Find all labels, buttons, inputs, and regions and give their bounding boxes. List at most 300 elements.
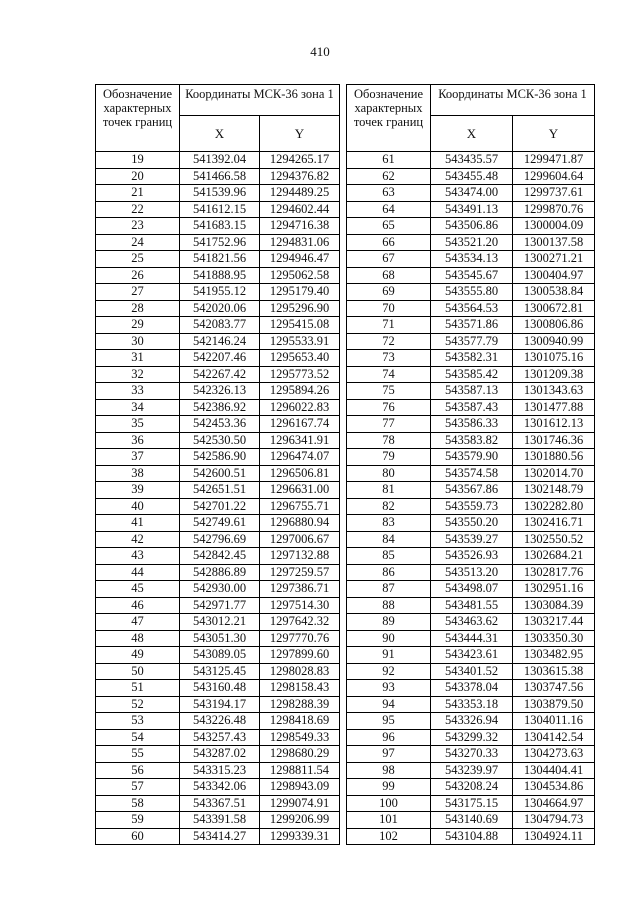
x-coordinate-cell: 543559.73 — [431, 498, 513, 515]
x-coordinate-cell: 542020.06 — [180, 300, 260, 317]
point-number-cell: 70 — [347, 300, 431, 317]
point-number-cell: 100 — [347, 795, 431, 812]
point-number-cell: 91 — [347, 647, 431, 664]
table-row — [96, 185, 340, 202]
table-body-right — [347, 152, 595, 845]
x-coordinate-cell: 543125.45 — [180, 663, 260, 680]
point-number-cell: 84 — [347, 531, 431, 548]
point-number-cell: 50 — [96, 663, 180, 680]
point-number-cell: 31 — [96, 350, 180, 367]
table-row — [96, 399, 340, 416]
x-coordinate-cell: 543513.20 — [431, 564, 513, 581]
y-header: Y — [513, 116, 595, 152]
y-coordinate-cell: 1304011.16 — [513, 713, 595, 730]
y-coordinate-cell: 1301477.88 — [513, 399, 595, 416]
point-number-cell: 29 — [96, 317, 180, 334]
point-number-cell: 64 — [347, 201, 431, 218]
point-number-cell: 69 — [347, 284, 431, 301]
y-coordinate-cell: 1299339.31 — [260, 828, 340, 845]
x-coordinate-cell: 543342.06 — [180, 779, 260, 796]
table-row — [96, 548, 340, 565]
table-row — [347, 300, 595, 317]
point-number-cell: 67 — [347, 251, 431, 268]
point-number-cell: 97 — [347, 746, 431, 763]
point-number-cell: 21 — [96, 185, 180, 202]
x-coordinate-cell: 543539.27 — [431, 531, 513, 548]
table-row — [347, 152, 595, 169]
y-coordinate-cell: 1300940.99 — [513, 333, 595, 350]
point-number-cell: 42 — [96, 531, 180, 548]
table-row — [96, 366, 340, 383]
point-number-cell: 85 — [347, 548, 431, 565]
table-row — [96, 696, 340, 713]
x-coordinate-cell: 543391.58 — [180, 812, 260, 829]
y-coordinate-cell: 1298418.69 — [260, 713, 340, 730]
point-number-cell: 86 — [347, 564, 431, 581]
x-coordinate-cell: 543474.00 — [431, 185, 513, 202]
y-coordinate-cell: 1302817.76 — [513, 564, 595, 581]
table-row — [347, 267, 595, 284]
table-row — [347, 762, 595, 779]
point-number-cell: 19 — [96, 152, 180, 169]
table-row — [347, 416, 595, 433]
x-coordinate-cell: 543270.33 — [431, 746, 513, 763]
table-row — [347, 383, 595, 400]
table-row — [347, 548, 595, 565]
table-row — [96, 680, 340, 697]
table-row — [347, 531, 595, 548]
x-coordinate-cell: 543567.86 — [431, 482, 513, 499]
x-coordinate-cell: 543239.97 — [431, 762, 513, 779]
x-coordinate-cell: 543555.80 — [431, 284, 513, 301]
y-coordinate-cell: 1295296.90 — [260, 300, 340, 317]
table-row — [347, 696, 595, 713]
point-number-cell: 26 — [96, 267, 180, 284]
point-number-cell: 35 — [96, 416, 180, 433]
point-number-cell: 78 — [347, 432, 431, 449]
x-coordinate-cell: 541821.56 — [180, 251, 260, 268]
point-number-cell: 71 — [347, 317, 431, 334]
x-coordinate-cell: 543299.32 — [431, 729, 513, 746]
y-coordinate-cell: 1297386.71 — [260, 581, 340, 598]
y-coordinate-cell: 1295653.40 — [260, 350, 340, 367]
y-coordinate-cell: 1295062.58 — [260, 267, 340, 284]
table-row — [347, 515, 595, 532]
table-row — [96, 218, 340, 235]
point-number-cell: 20 — [96, 168, 180, 185]
x-coordinate-cell: 543526.93 — [431, 548, 513, 565]
point-number-cell: 25 — [96, 251, 180, 268]
table-row — [347, 284, 595, 301]
y-coordinate-cell: 1297132.88 — [260, 548, 340, 565]
point-number-cell: 52 — [96, 696, 180, 713]
point-number-cell: 90 — [347, 630, 431, 647]
x-coordinate-cell: 542386.92 — [180, 399, 260, 416]
point-number-cell: 59 — [96, 812, 180, 829]
x-coordinate-cell: 543583.82 — [431, 432, 513, 449]
point-number-cell: 39 — [96, 482, 180, 499]
point-number-cell: 33 — [96, 383, 180, 400]
x-coordinate-cell: 543545.67 — [431, 267, 513, 284]
x-coordinate-cell: 543534.13 — [431, 251, 513, 268]
point-number-cell: 101 — [347, 812, 431, 829]
x-coordinate-cell: 543585.42 — [431, 366, 513, 383]
coords-group-header: Координаты МСК-36 зона 1 — [180, 85, 340, 116]
y-coordinate-cell: 1303217.44 — [513, 614, 595, 631]
x-coordinate-cell: 543378.04 — [431, 680, 513, 697]
point-number-cell: 34 — [96, 399, 180, 416]
x-header: X — [431, 116, 513, 152]
x-coordinate-cell: 542886.89 — [180, 564, 260, 581]
y-coordinate-cell: 1303747.56 — [513, 680, 595, 697]
x-coordinate-cell: 542586.90 — [180, 449, 260, 466]
point-number-cell: 72 — [347, 333, 431, 350]
x-coordinate-cell: 543582.31 — [431, 350, 513, 367]
x-coordinate-cell: 541888.95 — [180, 267, 260, 284]
table-row — [347, 251, 595, 268]
y-coordinate-cell: 1299074.91 — [260, 795, 340, 812]
x-coordinate-cell: 543175.15 — [431, 795, 513, 812]
x-coordinate-cell: 543586.33 — [431, 416, 513, 433]
y-coordinate-cell: 1300806.86 — [513, 317, 595, 334]
point-number-cell: 44 — [96, 564, 180, 581]
table-row — [347, 729, 595, 746]
y-coordinate-cell: 1299604.64 — [513, 168, 595, 185]
y-coordinate-cell: 1294376.82 — [260, 168, 340, 185]
y-coordinate-cell: 1296341.91 — [260, 432, 340, 449]
x-coordinate-cell: 543498.07 — [431, 581, 513, 598]
point-label-header: Обозначение характерных точек границ — [96, 85, 180, 152]
table-row — [347, 680, 595, 697]
x-coordinate-cell: 541955.12 — [180, 284, 260, 301]
table-row — [96, 762, 340, 779]
table-row — [347, 432, 595, 449]
table-row — [96, 350, 340, 367]
point-number-cell: 40 — [96, 498, 180, 515]
x-coordinate-cell: 543423.61 — [431, 647, 513, 664]
point-number-cell: 62 — [347, 168, 431, 185]
table-row — [347, 201, 595, 218]
x-coordinate-cell: 542701.22 — [180, 498, 260, 515]
x-coordinate-cell: 541752.96 — [180, 234, 260, 251]
coordinates-table-right — [346, 84, 595, 845]
point-number-cell: 95 — [347, 713, 431, 730]
x-coordinate-cell: 541539.96 — [180, 185, 260, 202]
point-number-cell: 81 — [347, 482, 431, 499]
table-row — [347, 614, 595, 631]
table-row — [347, 746, 595, 763]
point-number-cell: 88 — [347, 597, 431, 614]
point-number-cell: 46 — [96, 597, 180, 614]
x-coordinate-cell: 541612.15 — [180, 201, 260, 218]
table-row — [96, 465, 340, 482]
x-coordinate-cell: 542326.13 — [180, 383, 260, 400]
y-coordinate-cell: 1296631.00 — [260, 482, 340, 499]
table-row — [347, 234, 595, 251]
point-number-cell: 43 — [96, 548, 180, 565]
table-row — [96, 630, 340, 647]
y-coordinate-cell: 1298811.54 — [260, 762, 340, 779]
point-number-cell: 58 — [96, 795, 180, 812]
table-row — [96, 663, 340, 680]
x-coordinate-cell: 543326.94 — [431, 713, 513, 730]
point-number-cell: 24 — [96, 234, 180, 251]
coords-group-header: Координаты МСК-36 зона 1 — [431, 85, 595, 116]
point-number-cell: 23 — [96, 218, 180, 235]
y-coordinate-cell: 1302550.52 — [513, 531, 595, 548]
x-coordinate-cell: 542651.51 — [180, 482, 260, 499]
x-coordinate-cell: 543574.58 — [431, 465, 513, 482]
y-coordinate-cell: 1296755.71 — [260, 498, 340, 515]
x-coordinate-cell: 541683.15 — [180, 218, 260, 235]
x-coordinate-cell: 543506.86 — [431, 218, 513, 235]
point-number-cell: 99 — [347, 779, 431, 796]
table-row — [96, 812, 340, 829]
x-coordinate-cell: 543550.20 — [431, 515, 513, 532]
table-row — [96, 515, 340, 532]
point-label-header: Обозначение характерных точек границ — [347, 85, 431, 152]
y-coordinate-cell: 1303350.30 — [513, 630, 595, 647]
point-number-cell: 73 — [347, 350, 431, 367]
point-number-cell: 27 — [96, 284, 180, 301]
table-row — [347, 779, 595, 796]
x-coordinate-cell: 543481.55 — [431, 597, 513, 614]
table-row — [96, 251, 340, 268]
y-coordinate-cell: 1298028.83 — [260, 663, 340, 680]
table-row — [96, 597, 340, 614]
y-coordinate-cell: 1299737.61 — [513, 185, 595, 202]
y-coordinate-cell: 1300004.09 — [513, 218, 595, 235]
table-row — [96, 581, 340, 598]
x-coordinate-cell: 541466.58 — [180, 168, 260, 185]
table-row — [96, 713, 340, 730]
y-coordinate-cell: 1299206.99 — [260, 812, 340, 829]
page-number: 410 — [310, 44, 330, 59]
table-row — [96, 432, 340, 449]
y-coordinate-cell: 1299870.76 — [513, 201, 595, 218]
y-coordinate-cell: 1294602.44 — [260, 201, 340, 218]
y-coordinate-cell: 1294946.47 — [260, 251, 340, 268]
y-coordinate-cell: 1302684.21 — [513, 548, 595, 565]
point-number-cell: 48 — [96, 630, 180, 647]
point-number-cell: 98 — [347, 762, 431, 779]
y-coordinate-cell: 1304404.41 — [513, 762, 595, 779]
table-row — [96, 779, 340, 796]
table-row — [96, 168, 340, 185]
table-row — [347, 449, 595, 466]
point-number-cell: 57 — [96, 779, 180, 796]
table-row — [96, 647, 340, 664]
y-coordinate-cell: 1299471.87 — [513, 152, 595, 169]
y-coordinate-cell: 1301075.16 — [513, 350, 595, 367]
y-coordinate-cell: 1297770.76 — [260, 630, 340, 647]
x-coordinate-cell: 541392.04 — [180, 152, 260, 169]
table-row — [96, 317, 340, 334]
y-coordinate-cell: 1297642.32 — [260, 614, 340, 631]
x-coordinate-cell: 543160.48 — [180, 680, 260, 697]
y-coordinate-cell: 1297259.57 — [260, 564, 340, 581]
y-coordinate-cell: 1295533.91 — [260, 333, 340, 350]
point-number-cell: 49 — [96, 647, 180, 664]
table-row — [96, 383, 340, 400]
y-coordinate-cell: 1297899.60 — [260, 647, 340, 664]
table-row — [347, 399, 595, 416]
y-coordinate-cell: 1296506.81 — [260, 465, 340, 482]
table-row — [96, 267, 340, 284]
point-number-cell: 28 — [96, 300, 180, 317]
y-coordinate-cell: 1301209.38 — [513, 366, 595, 383]
point-number-cell: 32 — [96, 366, 180, 383]
coordinates-table-left — [95, 84, 340, 845]
table-row — [96, 449, 340, 466]
y-coordinate-cell: 1301612.13 — [513, 416, 595, 433]
x-coordinate-cell: 543226.48 — [180, 713, 260, 730]
point-number-cell: 82 — [347, 498, 431, 515]
point-number-cell: 93 — [347, 680, 431, 697]
x-coordinate-cell: 542453.36 — [180, 416, 260, 433]
x-coordinate-cell: 543104.88 — [431, 828, 513, 845]
y-coordinate-cell: 1301343.63 — [513, 383, 595, 400]
x-coordinate-cell: 543521.20 — [431, 234, 513, 251]
x-coordinate-cell: 542600.51 — [180, 465, 260, 482]
y-coordinate-cell: 1295179.40 — [260, 284, 340, 301]
x-coordinate-cell: 543435.57 — [431, 152, 513, 169]
x-coordinate-cell: 542083.77 — [180, 317, 260, 334]
y-header: Y — [260, 116, 340, 152]
table-row — [347, 630, 595, 647]
x-coordinate-cell: 543012.21 — [180, 614, 260, 631]
y-coordinate-cell: 1298158.43 — [260, 680, 340, 697]
point-number-cell: 55 — [96, 746, 180, 763]
y-coordinate-cell: 1298288.39 — [260, 696, 340, 713]
y-coordinate-cell: 1295894.26 — [260, 383, 340, 400]
point-number-cell: 68 — [347, 267, 431, 284]
x-coordinate-cell: 543367.51 — [180, 795, 260, 812]
y-coordinate-cell: 1300137.58 — [513, 234, 595, 251]
point-number-cell: 30 — [96, 333, 180, 350]
x-coordinate-cell: 542971.77 — [180, 597, 260, 614]
point-number-cell: 36 — [96, 432, 180, 449]
table-row — [347, 366, 595, 383]
y-coordinate-cell: 1294489.25 — [260, 185, 340, 202]
point-number-cell: 89 — [347, 614, 431, 631]
point-number-cell: 60 — [96, 828, 180, 845]
table-row — [347, 465, 595, 482]
y-coordinate-cell: 1302014.70 — [513, 465, 595, 482]
x-coordinate-cell: 543140.69 — [431, 812, 513, 829]
x-coordinate-cell: 543287.02 — [180, 746, 260, 763]
x-coordinate-cell: 543401.52 — [431, 663, 513, 680]
point-number-cell: 45 — [96, 581, 180, 598]
table-row — [96, 828, 340, 845]
table-row — [96, 614, 340, 631]
table-row — [96, 729, 340, 746]
table-row — [96, 284, 340, 301]
point-number-cell: 92 — [347, 663, 431, 680]
point-number-cell: 102 — [347, 828, 431, 845]
table-row — [96, 531, 340, 548]
point-number-cell: 22 — [96, 201, 180, 218]
table-body-left — [96, 152, 340, 845]
x-coordinate-cell: 543257.43 — [180, 729, 260, 746]
y-coordinate-cell: 1300538.84 — [513, 284, 595, 301]
y-coordinate-cell: 1301746.36 — [513, 432, 595, 449]
x-header: X — [180, 116, 260, 152]
y-coordinate-cell: 1304142.54 — [513, 729, 595, 746]
table-row — [347, 168, 595, 185]
y-coordinate-cell: 1294831.06 — [260, 234, 340, 251]
y-coordinate-cell: 1296167.74 — [260, 416, 340, 433]
x-coordinate-cell: 542530.50 — [180, 432, 260, 449]
x-coordinate-cell: 543564.53 — [431, 300, 513, 317]
point-number-cell: 47 — [96, 614, 180, 631]
x-coordinate-cell: 543579.90 — [431, 449, 513, 466]
y-coordinate-cell: 1298549.33 — [260, 729, 340, 746]
table-row — [347, 597, 595, 614]
y-coordinate-cell: 1304924.11 — [513, 828, 595, 845]
y-coordinate-cell: 1302951.16 — [513, 581, 595, 598]
point-number-cell: 54 — [96, 729, 180, 746]
y-coordinate-cell: 1303482.95 — [513, 647, 595, 664]
x-coordinate-cell: 543208.24 — [431, 779, 513, 796]
x-coordinate-cell: 543414.27 — [180, 828, 260, 845]
point-number-cell: 56 — [96, 762, 180, 779]
y-coordinate-cell: 1296022.83 — [260, 399, 340, 416]
x-coordinate-cell: 543491.13 — [431, 201, 513, 218]
table-row — [347, 581, 595, 598]
y-coordinate-cell: 1294265.17 — [260, 152, 340, 169]
y-coordinate-cell: 1298943.09 — [260, 779, 340, 796]
table-row — [96, 333, 340, 350]
x-coordinate-cell: 543353.18 — [431, 696, 513, 713]
table-row — [96, 416, 340, 433]
table-row — [96, 201, 340, 218]
table-row — [96, 498, 340, 515]
y-coordinate-cell: 1303615.38 — [513, 663, 595, 680]
table-row — [347, 647, 595, 664]
y-coordinate-cell: 1296474.07 — [260, 449, 340, 466]
y-coordinate-cell: 1304664.97 — [513, 795, 595, 812]
x-coordinate-cell: 542146.24 — [180, 333, 260, 350]
y-coordinate-cell: 1300404.97 — [513, 267, 595, 284]
x-coordinate-cell: 543194.17 — [180, 696, 260, 713]
x-coordinate-cell: 543444.31 — [431, 630, 513, 647]
y-coordinate-cell: 1304534.86 — [513, 779, 595, 796]
x-coordinate-cell: 542267.42 — [180, 366, 260, 383]
point-number-cell: 76 — [347, 399, 431, 416]
y-coordinate-cell: 1295415.08 — [260, 317, 340, 334]
table-row — [96, 746, 340, 763]
y-coordinate-cell: 1296880.94 — [260, 515, 340, 532]
table-row — [347, 317, 595, 334]
table-row — [347, 795, 595, 812]
x-coordinate-cell: 543051.30 — [180, 630, 260, 647]
x-coordinate-cell: 542842.45 — [180, 548, 260, 565]
x-coordinate-cell: 542930.00 — [180, 581, 260, 598]
table-row — [96, 152, 340, 169]
point-number-cell: 38 — [96, 465, 180, 482]
x-coordinate-cell: 542207.46 — [180, 350, 260, 367]
table-row — [347, 812, 595, 829]
y-coordinate-cell: 1300271.21 — [513, 251, 595, 268]
point-number-cell: 75 — [347, 383, 431, 400]
point-number-cell: 37 — [96, 449, 180, 466]
y-coordinate-cell: 1302148.79 — [513, 482, 595, 499]
y-coordinate-cell: 1300672.81 — [513, 300, 595, 317]
x-coordinate-cell: 542796.69 — [180, 531, 260, 548]
y-coordinate-cell: 1297006.67 — [260, 531, 340, 548]
y-coordinate-cell: 1303879.50 — [513, 696, 595, 713]
